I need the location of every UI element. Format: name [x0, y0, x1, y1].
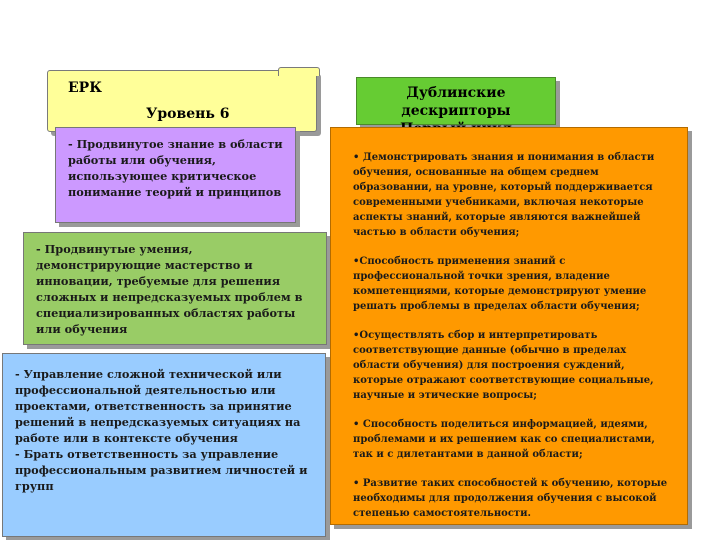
erk-header-tab	[278, 67, 320, 76]
erk-level: Уровень 6	[146, 106, 230, 122]
dublin-title: Дублинские дескрипторы	[401, 85, 511, 119]
knowledge-card	[55, 127, 296, 223]
competence-text-1: - Управление сложной технической или профессиональной деятельностью или проектами, ответственность за принятие решений в непредсказуемых ситуациях на работе или в контексте обучения	[15, 367, 301, 445]
erk-header	[47, 70, 317, 132]
erk-title: ЕРК	[68, 80, 102, 96]
skills-card	[23, 232, 327, 345]
descriptors-panel	[330, 127, 688, 525]
competence-text-2: - Брать ответственность за управление профессиональным развитием личностей и групп	[15, 447, 308, 493]
skills-text: - Продвинутые умения, демонстрирующие мастерство и инновации, требуемые для решения сложных и непредсказуемых проблем в специализированных областях работы или обучения	[36, 242, 303, 336]
competence-card	[2, 353, 326, 537]
descriptor-item: •Осуществлять сбор и интерпретировать соответствующие данные (обычно в пределах области обучения) для построения суждений, которые отражают соответствующие социальные, научные и этические вопросы;	[353, 330, 654, 401]
descriptor-item: • Развитие таких способностей к обучению, которые необходимы для продолжения обучения с высокой степенью самостоятельности.	[353, 478, 668, 519]
dublin-header	[356, 77, 556, 125]
descriptor-item: • Демонстрировать знания и понимания в области обучения, основанные на общем среднем образовании, на уровне, который поддерживается современными учебниками, включая некоторые аспекты знаний, которые являются важнейшей частью в области обучения;	[353, 152, 655, 238]
descriptor-item: •Способность применения знаний с профессиональной точки зрения, владение компетенциями, которые демонстрируют умение решать проблемы в пределах области обучения;	[353, 256, 647, 312]
knowledge-text: - Продвинутое знание в области работы или обучения, использующее критическое понимание теорий и принципов	[68, 137, 283, 199]
descriptor-item: • Способность поделиться информацией, идеями, проблемами и их решением как со специалистами, так и с дилетантами в данной области;	[353, 419, 655, 460]
